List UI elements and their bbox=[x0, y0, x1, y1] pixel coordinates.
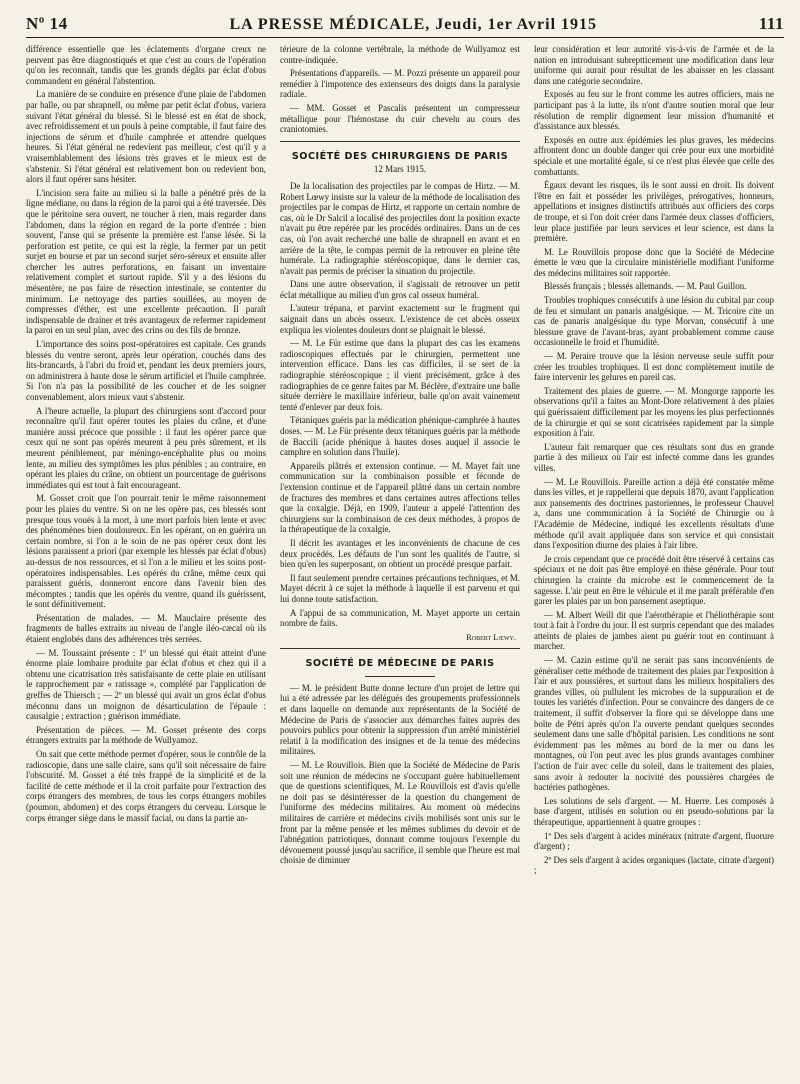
paragraph: — M. Toussaint présente : 1º un blessé qui était atteint d'une énorme plaie lombaire produite par éclat d'obus et chez qui il a obtenu une cicatrisation très satisfaisante de cette plaie en utilisant le rapprochement par « ratissage », complété par l'application de greffes de Thiersch ; — 2º un blessé qui avait un gros éclat d'obus méconnu dans un moignon de désarticulation de l'épaule : causalgie ; extraction ; guérison immédiate. bbox=[26, 647, 266, 722]
paragraph: Exposés en outre aux épidémies les plus graves, les médecins affrontent donc un double danger qui crée pour eux une morbidité spéciale et une mortalité égale, si ce n'est plus élevée que celle des combattants. bbox=[534, 134, 774, 177]
section-heading: SOCIÉTÉ DE MÉDECINE DE PARIS bbox=[305, 658, 495, 670]
page-header bbox=[26, 14, 784, 38]
column-1 bbox=[26, 44, 266, 1084]
paragraph: — M. Peraire trouve que la lésion nerveuse seule suffit pour créer les troubles trophiques. Il est donc complètement inutile de faire intervenir les gelures en pareil cas. bbox=[534, 351, 774, 383]
section-divider bbox=[280, 141, 520, 142]
paragraph: On sait que cette méthode permet d'opérer, sous le contrôle de la radioscopie, dans une salle claire, sans qu'il soit nécessaire de faire l'obscurité. M. Gosset a été très frappé de la simplicité et de la facilité de cette méthode et il la croit parfaite pour l'extraction des corps étrangers des membres, de tous les corps étrangers mobiles (poumon, abdomen) et des corps étrangers du cerveau. Lorsque le corps étranger siège dans le massif facial, ou dans la partie an- bbox=[26, 749, 266, 823]
paragraph: L'incision sera faite au milieu si la balle a pénétré près de la ligne médiane, ou dans la région de la paroi qui a été traversée. Dès que le péritoine sera ouvert, ne toucher à rien, mais regarder dans l'abdomen, dans la région en regard de la porte d'entrée : bien souvent, l'anse qui se présente la première est l'anse lésée. Si la perforation est petite, ce qui est la règle, la fermer par un petit surjet en bourse et par un second surjet séro-séreux et ensuite aller chercher les autres perforations, en faisant un inventaire relativement complet et surtout rapide. S'il y a des lésions du mésentère, ne pas faire de résection intestinale, se contenter du minimum. Le nettoyage des parties souillées, au moyen de compresses d'éther, est une excellente précaution. Il paraît indispensable de drainer et très avantageux de refermer rapidement la paroi en un seul plan, avec des crins ou des fils de bronze. bbox=[26, 187, 266, 336]
paragraph: Il faut seulement prendre certaines précautions techniques, et M. Mayet décrit à ce sujet la méthode à laquelle il est parvenu et qui lui donne toute satisfaction. bbox=[280, 572, 520, 604]
paragraph: La manière de se conduire en présence d'une plaie de l'abdomen par balle, ou par shrapnell, ou même par petit éclat d'obus, variera suivant l'état général du blessé. Si le blessé est en état de shock, avec refroidissement et un pouls à peine comptable, il faut faire des injections de sérum et d'huile camphrée et attendre quelques heures. Si l'état général ne redevient pas meilleur, c'est qu'il y a vraisemblablement des lésions très graves et le mieux est de s'abstenir. Si l'état général est relativement bon ou redevient bon, alors il faut opérer sans hésiter. bbox=[26, 89, 266, 185]
article-columns bbox=[26, 44, 784, 1084]
paragraph: M. Le Rouvillois propose donc que la Société de Médecine émette le vœu que la circulaire ministérielle modifiant l'uniforme des médecins militaires soit rapportée. bbox=[534, 246, 774, 278]
paragraph: Égaux devant les risques, ils le sont aussi en droit. Ils doivent l'être en fait et posséder les privilèges, prérogatives, honneurs, appellations et insignes distinctifs attribués aux officiers des corps de troupe, et si l'on doit créer dans l'armée deux classes d'officiers, leur place justifiée par leurs services et leur science, est dans la première. bbox=[534, 180, 774, 244]
newspaper-title: LA PRESSE MÉDICALE, Jeudi, 1er Avril 1915 bbox=[229, 16, 598, 33]
paragraph: leur considération et leur autorité vis-à-vis de l'armée et de la nation en introduisant subreptticement une modification dans leur uniforme qui aurait pour résultat de les abaisser en les classant dans une catégorie secondaire. bbox=[534, 44, 774, 86]
session-date: 12 Mars 1915. bbox=[373, 164, 427, 175]
paragraph: M. Gosset croit que l'on pourrait tenir le même raisonnement pour les plaies du ventre. Si on ne les opère pas, ces blessés sont presque tous voués à la mort, à une mort parfois bien lente et avec des phénomènes bien douloureux. En les opérant, on en guérira un certain nombre, si l'on a le soin de ne pas opérer ceux dont les lésions paraissent a priori (par exemple les blessés par éclat d'obus) au-dessus de nos ressources, et si l'on a le milieu et les soins post-opératoires indispensables. Les opérés du crâne, même ceux qui paraissent guéris, donneront encore dans l'avenir bien des mécomptes ; tandis que les opérés du ventre, quand ils guérissent, le sont définitivement. bbox=[26, 493, 266, 610]
paragraph: Appareils plâtrés et extension continue. — M. Mayet fait une communication sur la combinaison possible et féconde de l'extension continue et de l'appareil plâtré dans un certain nombre de fractures des membres et dans certaines autres affections telles que la coxalgie. Déjà, en 1909, l'auteur a appelé l'attention des chirurgiens sur la combinaison de ces deux méthodes, à propos de la thérapeutique de la coxalgie. bbox=[280, 460, 520, 535]
paragraph: De la localisation des projectiles par le compas de Hirtz. — M. Robert Lœwy insiste sur la valeur de la méthode de localisation des projectiles par le compas de Hirtz, et rapporte un certain nombre de cas, où le Dr Salcil a localisé des projectiles dont la position exacte n'avait pu être repérée par les procédés ordinaires. Dans un de ces cas, où l'on avait recherché une balle de shrapnell en avant et en arrière de la tête, le compas permit de la retrouver en pleine tête humérale. La radiographie stéréoscopique, dans le dernier cas, n'avait pas permis de préciser la situation du projectile. bbox=[280, 180, 520, 276]
paragraph: — M. Cazin estime qu'il ne serait pas sans inconvénients de généraliser cette méthode de traitement des plaies par l'exposition à l'air et aux poussières, et surtout dans les milieux hospitaliers des grandes villes, où pullulent les microbes de la suppuration et de toutes les variétés d'infection. Pour se convaincre des dangers de ce traitement, il suffit d'observer la flore qui se développe dans une boîte de Pétri après qu'on l'a ouverte pendant quelques secondes seulement dans une salle d'hôpital parisien. Les conditions ne sont évidemment pas les mêmes au bord de la mer ou dans les montagnes, où l'on peut avec les plus grands avantages combiner l'action de l'air avec celle du soleil, dans le traitement des plaies, sans avoir à redouter la nocivité des poussières chargées de bactéries pathogènes. bbox=[534, 655, 774, 793]
issue-number: Nº 14 bbox=[26, 14, 68, 33]
paragraph: Blessés français ; blessés allemands. — M. Paul Guillon. bbox=[544, 281, 747, 292]
paragraph: Traitement des plaies de guerre. — M. Mongorge rapporte les observations qu'il a faites au Mont-Dore relativement à des plaies qui guérissaient difficilement par les moyens les plus perfectionnés de la chirurgie et qui se sont cicatrisées rapidement par la simple exposition à l'air. bbox=[534, 385, 774, 439]
paragraph: Exposés au feu sur le front comme les autres officiers, mais ne participant pas à la lutte, ils n'ont d'autre soutien moral que leur résolution de remplir dignement leur mission d'humanité et d'assistance aux blessés. bbox=[534, 89, 774, 132]
paragraph: L'auteur trépana, et parvint exactement sur le fragment qui saignait dans un abcès osseux. L'existence de cet abcès osseux expliqua les violentes douleurs dont se plaignait le blessé. bbox=[280, 303, 520, 335]
paragraph: — M. Le Rouvillois. Pareille action a déjà été constatée même dans les villes, et je rappellerai que depuis 1870, avant l'application aux pansements des doctrines pastoriennes, le professeur Chauvel a, dans une communication à la Société de Chirurgie ou à l'Académie de Médecine, indiqué les excellents résultats d'une méthode qu'il avait appliquée dans son service et qui consistait dans l'exposition diurne des plaies à l'air libre. bbox=[534, 476, 774, 551]
paragraph: 2º Des sels d'argent à acides organiques (lactate, citrate d'argent) ; bbox=[534, 854, 774, 876]
paragraph: Je crois cependant que ce procédé doit être réservé à certains cas spéciaux et ne doit pas être employé en thèse générale. Pour tout chirurgien la crainte du microbe est le commencement de la sagesse. L'air peut en être le véhicule et il me paraît préférable d'en garer les plaies par un bon pansement aseptique. bbox=[534, 553, 774, 607]
page-number: 111 bbox=[758, 14, 784, 33]
paragraph: Tétaniques guéris par la médication phénique-camphrée à hautes doses. — M. Le Für présente deux tétaniques guéris par la méthode de Baccili (acide phénique à hautes doses auquel il associe le camphre en solution dans l'huile). bbox=[280, 415, 520, 458]
paragraph: L'importance des soins post-opératoires est capitale. Ces grands blessés du ventre seront, après leur opération, couchés dans des lits-brancards, à l'abri du froid et, pendant les deux premiers jours, on administrera à haute dose le sérum artificiel et l'huile camphrée. Si l'on n'a pas la possibilité de les coucher et de les soigner convenablement, alors mieux vaut s'abstenir. bbox=[26, 339, 266, 402]
paragraph: A l'heure actuelle, la plupart des chirurgiens sont d'accord pour reconnaître qu'il faut opérer toutes les plaies du crâne, et d'une manière aussi précoce que possible : il faut les opérer parce que ceux qui ne sont pas opérés meurent à peu près sûrement, et ils meurent péniblement, par méningo-encéphalite plus ou moins lente, au milieu des symptômes les plus pénibles ; au contraire, en opérant les plaies du crâne, on obtient un pourcentage de guérisons immédiates qui est tout à fait encourageant. bbox=[26, 405, 266, 490]
column-3 bbox=[534, 44, 774, 1084]
section-divider bbox=[280, 648, 520, 649]
paragraph: — M. Le Für estime que dans la plupart des cas les examens radioscopiques effectués par le chirurgien, permettent une intervention efficace. Dans les cas difficiles, il se sert de la radiographie stéréoscopique ; il vient précisément, grâce à des radiographies de ce genre faites par M. Béclère, d'extraire une balle située derrière le maxillaire inférieur, balle qu'on avait vainement tenté d'enlever par deux fois. bbox=[280, 338, 520, 412]
paragraph: — M. le président Butte donne lecture d'un projet de lettre qui lui a été adressée par les délégués des groupements professionnels et dans laquelle on demande aux représentants de la Société de Médecine de Paris de s'associer aux démarches faites auprès des pouvoirs publics pour obtenir la suppression d'un arrêté ministériel relatif à la modification des insignes et de la tenue des médecins militaires. bbox=[280, 682, 520, 757]
paragraph: A l'appui de sa communication, M. Mayet apporte un certain nombre de faits. bbox=[280, 607, 520, 629]
section-heading: SOCIÉTÉ DES CHIRURGIENS DE PARIS bbox=[291, 150, 509, 162]
paragraph: Il décrit les avantages et les inconvénients de chacune de ces deux procédés. Les défauts de l'un sont les qualités de l'autre, si bien qu'en les superposant, on obtient un procédé presque parfait. bbox=[280, 537, 520, 570]
paragraph: Présentations d'appareils. — M. Pozzi présente un appareil pour remédier à l'impotence des extenseurs des doigts dans la paralysie radiale. bbox=[280, 68, 520, 100]
paragraph: — M. Albert Weill dit que l'aérothérapie et l'héliothérapie sont tout à fait à l'ordre du jour. Il est surpris cependant que des malades atteints de plaies de jambes aient pu guérir tout en continuant à marcher. bbox=[534, 609, 774, 652]
paragraph: différence essentielle que les éclatements d'organe creux ne peuvent pas être diagnostiqués et que c'est au cours de l'opération qu'on les reconnaît, tandis que les grands dégâts par éclat d'obus commandent en général l'abstention. bbox=[26, 44, 266, 86]
paragraph: Présentation de malades. — M. Mauclaire présente des fragments de balles extraits au niveau de l'angle iléo-cæcal où ils étaient englobés dans des adhérences très serrées. bbox=[26, 612, 266, 645]
author-signature: Robert Lœwy. bbox=[466, 631, 516, 642]
paragraph: Les solutions de sels d'argent. — M. Huerre. Les composés à base d'argent, utilisés en solution ou en pseudo-solutions par la thérapeutique, appartiennent à quatre groupes : bbox=[534, 795, 774, 827]
paragraph: L'auteur fait remarquer que ces résultats sont dus en grande partie à des milieux où l'air est infecté comme dans les grandes villes. bbox=[534, 441, 774, 473]
paragraph: Troubles trophiques consécutifs à une lésion du cubital par coup de feu et simulant un panaris analgésique. — M. Tricoire cite un cas de panaris analgésique du type Morvan, consécutif à une blessure grave de l'avant-bras, ayant probablement comme cause occasionnelle le froid et l'humidité. bbox=[534, 295, 774, 348]
paragraph: Présentation de pièces. — M. Gosset présente des corps étrangers extraits par la méthode de Wullyamoz. bbox=[26, 724, 266, 746]
column-2 bbox=[280, 44, 520, 1084]
paragraph: — M. Le Rouvillois. Bien que la Société de Médecine de Paris soit une réunion de médecins ne s'occupant guère habituellement que de questions scientifiques, M. Le Rouvillois est d'avis qu'elle ne doit pas se désintéresser de la question du changement de l'uniforme des médecins militaires. Au moment où médecins militaires de carrière et médecins civils mobilisés sont unis sur le front par la même pensée et les mêmes sublimes du devoir et de l'abnégation patriotiques, donnant comme toujours l'exemple du dévouement poussé jusqu'au sacrifice, il semble que l'heure est mal choisie de diminuer bbox=[280, 760, 520, 866]
paragraph: — MM. Gosset et Pascalis présentent un compresseur métallique pour l'hémostase du cuir chevelu au cours des craniotomies. bbox=[280, 102, 520, 135]
paragraph: térieure de la colonne vertébrale, la méthode de Wullyamoz est contre-indiquée. bbox=[280, 44, 520, 65]
paragraph: Dans une autre observation, il s'agissait de retrouver un petit éclat métallique au milieu d'un gros cal osseux huméral. bbox=[280, 279, 520, 300]
short-rule bbox=[365, 676, 435, 677]
paragraph: 1º Des sels d'argent à acides minéraux (nitrate d'argent, fluorure d'argent) ; bbox=[534, 830, 774, 852]
